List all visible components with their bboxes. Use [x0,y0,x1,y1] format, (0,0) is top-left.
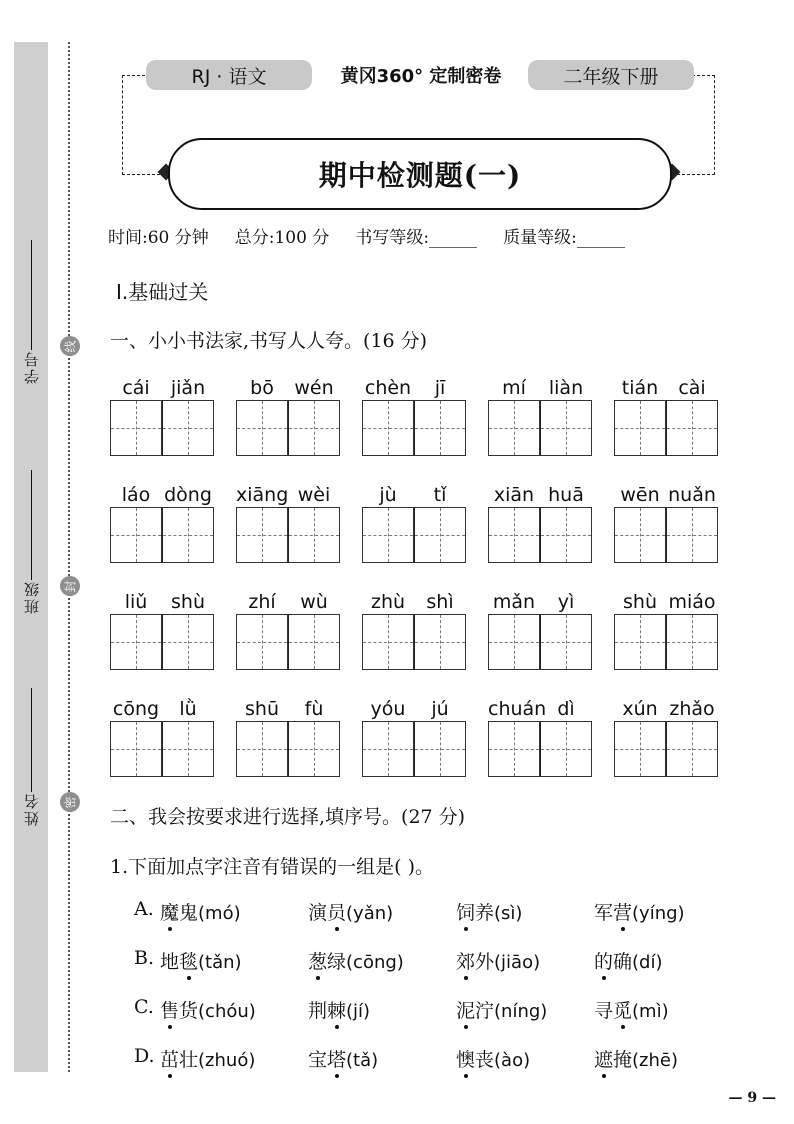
pinyin-annotation: (jiāo) [494,952,541,973]
pinyin-text: yóu [370,698,406,720]
writing-cell[interactable] [614,400,666,456]
word-char: 确 [613,951,633,973]
option-item [594,898,685,925]
word-box [110,590,214,670]
word-char: 演 [308,902,328,924]
writing-cell[interactable] [488,507,540,563]
writing-cell[interactable] [362,400,414,456]
writing-cell[interactable] [362,614,414,670]
grid-row [110,483,720,563]
pinyin-annotation: (cōng) [346,952,404,973]
pinyin-annotation: (jí) [346,1001,371,1022]
dotted-char: 员 [327,898,346,925]
writing-cell[interactable] [288,507,340,563]
word-char: 养 [475,902,495,924]
pinyin-text: wèi [297,484,331,506]
pinyin-annotation: (yǎn) [346,903,394,924]
option-row[interactable] [134,947,734,979]
pinyin-text: dì [557,698,575,720]
word-char: 掩 [613,1049,633,1071]
writing-cell[interactable] [236,400,288,456]
student-id-line[interactable] [31,240,32,350]
option-label: D. [134,1045,155,1067]
option-label: B. [134,947,155,969]
student-id-label: 学号 [22,350,41,384]
word-box [614,376,718,456]
subject-badge: RJ · 语文 [146,60,312,90]
word-box [614,590,718,670]
word-char: 丧 [475,1049,495,1071]
pinyin-text: tǐ [433,484,447,506]
option-item [308,1045,378,1072]
writing-cell[interactable] [666,721,718,777]
seal-feng: 封 [60,576,80,596]
writing-cell[interactable] [110,721,162,777]
writing-cell[interactable] [162,400,214,456]
pinyin-text: mí [502,377,526,399]
quality-grade-blank[interactable] [577,229,625,248]
writing-cell[interactable] [236,721,288,777]
dotted-char: 塔 [327,1045,346,1072]
writing-cell[interactable] [614,614,666,670]
option-row[interactable] [134,996,734,1028]
class-label: 班级 [22,580,41,614]
student-id-field[interactable] [14,240,48,384]
total-score-text: 总分:100 分 [234,228,330,248]
exam-info [108,222,748,248]
name-field[interactable] [14,688,48,826]
pinyin-text: wēn [620,484,660,506]
pinyin-text: cōng [112,698,160,720]
word-box [614,697,718,777]
seal-mi: 密 [60,792,80,812]
writing-cell[interactable] [110,614,162,670]
word-char: 军 [594,902,614,924]
dotted-char: 售 [160,996,179,1023]
pinyin-annotation: (mó) [198,903,241,924]
pinyin-text: cái [122,377,150,399]
writing-cell[interactable] [288,614,340,670]
writing-cell[interactable] [236,507,288,563]
pinyin-text: liàn [548,377,584,399]
word-box [362,376,466,456]
pinyin-annotation: (dí) [632,952,663,973]
pinyin-text: shù [171,591,205,613]
pinyin-text: nuǎn [668,484,716,506]
pinyin-text: wù [300,591,328,613]
writing-cell[interactable] [288,721,340,777]
pinyin-text: jiǎn [170,377,206,399]
pinyin-text: láo [121,484,151,506]
word-char: 地 [160,951,180,973]
writing-cell[interactable] [162,614,214,670]
word-box [236,483,340,563]
writing-grade-label: 书写等级: [355,228,430,248]
dotted-char: 饲 [456,898,475,925]
word-char: 荆 [308,1000,328,1022]
cut-line [68,42,70,1072]
exam-title: 期中检测题(一) [168,138,672,210]
writing-cell[interactable] [288,400,340,456]
pinyin-annotation: (tǎn) [198,952,242,973]
pinyin-text: dòng [164,484,212,506]
pinyin-text: cài [678,377,706,399]
dotted-char: 觅 [613,996,632,1023]
word-char: 壮 [179,1049,199,1071]
class-field[interactable] [14,470,48,614]
pinyin-annotation: (zhuó) [198,1050,256,1071]
word-box [614,483,718,563]
option-item [594,947,663,974]
question-2-1: 1.下面加点字注音有错误的一组是( )。 [110,856,434,878]
option-label: C. [134,996,154,1018]
name-line[interactable] [31,688,32,792]
pinyin-text: mǎn [492,591,536,613]
pinyin-annotation: (zhē) [632,1050,679,1071]
writing-cell[interactable] [540,614,592,670]
pinyin-text: bō [250,377,274,399]
writing-cell[interactable] [110,400,162,456]
option-item [594,996,669,1023]
word-box [362,590,466,670]
writing-cell[interactable] [362,507,414,563]
writing-cell[interactable] [666,400,718,456]
word-box [488,697,592,777]
grid-row [110,376,720,456]
writing-cell[interactable] [488,721,540,777]
pinyin-annotation: (yíng) [632,903,685,924]
pinyin-text: wén [294,377,334,399]
writing-grade [355,223,477,248]
dotted-char: 毯 [179,947,198,974]
word-box [236,590,340,670]
class-line[interactable] [31,470,32,580]
word-box [110,697,214,777]
pinyin-text: tián [621,377,659,399]
writing-cell[interactable] [414,721,466,777]
pinyin-text: jú [431,698,449,720]
writing-cell[interactable] [362,721,414,777]
pinyin-text: xiāng [236,484,289,506]
option-item [308,947,404,974]
option-row[interactable] [134,1045,734,1077]
pinyin-text: chèn [364,377,412,399]
option-item [308,898,393,925]
header-frame-left [122,75,165,175]
writing-cell[interactable] [414,614,466,670]
section-heading: Ⅰ.基础过关 [116,280,209,304]
pinyin-annotation: (mì) [632,1001,669,1022]
dotted-char: 的 [594,947,613,974]
pinyin-text: lǜ [179,698,197,720]
option-item [456,898,522,925]
writing-cell[interactable] [110,507,162,563]
quality-grade-label: 质量等级: [503,228,577,248]
dotted-char: 营 [613,898,632,925]
pinyin-text: xiān [493,484,535,506]
pinyin-annotation: (sì) [494,903,523,924]
pinyin-text: zhí [248,591,276,613]
dotted-char: 遮 [594,1045,613,1072]
dotted-char: 棘 [327,996,346,1023]
pinyin-text: jù [379,484,397,506]
quality-grade [503,223,625,248]
writing-cell[interactable] [540,400,592,456]
pinyin-text: shū [245,698,279,720]
writing-cell[interactable] [162,721,214,777]
option-item [160,898,241,925]
dotted-char: 泥 [456,996,475,1023]
writing-grade-blank[interactable] [429,229,477,248]
pinyin-text: miáo [668,591,716,613]
option-label: A. [134,898,154,920]
option-row[interactable] [134,898,734,930]
word-box [110,376,214,456]
seal-xian: 线 [60,336,80,356]
pinyin-annotation: (chóu) [198,1001,256,1022]
dotted-char: 魔 [160,898,179,925]
option-item [160,947,242,974]
option-item [308,996,370,1023]
word-char: 货 [179,1000,199,1022]
writing-cell[interactable] [614,507,666,563]
word-char: 泞 [475,1000,495,1022]
option-item [160,996,256,1023]
pinyin-text: jī [434,377,446,399]
word-box [236,697,340,777]
question-1-title: 一、小小书法家,书写人人夸。(16 分) [110,330,428,352]
pinyin-text: shù [623,591,657,613]
pinyin-text: huā [548,484,584,506]
word-char: 宝 [308,1049,328,1071]
option-item [160,1045,255,1072]
grade-badge: 二年级下册 [528,60,694,90]
option-item [594,1045,678,1072]
word-char: 鬼 [179,902,199,924]
word-box [110,483,214,563]
writing-cell[interactable] [488,400,540,456]
word-char: 绿 [327,951,347,973]
word-box [236,376,340,456]
brand-title: 黄冈360° 定制密卷 [340,66,502,87]
word-char: 外 [475,951,495,973]
word-box [488,483,592,563]
pinyin-annotation: (níng) [494,1001,548,1022]
word-box [362,483,466,563]
word-box [488,590,592,670]
option-item [456,1045,530,1072]
dotted-char: 葱 [308,947,327,974]
dotted-char: 茁 [160,1045,179,1072]
pinyin-text: xún [622,698,658,720]
pinyin-annotation: (tǎ) [346,1050,379,1071]
time-text: 时间:60 分钟 [108,228,209,248]
grid-row [110,697,720,777]
pinyin-text: zhǎo [669,698,715,720]
pinyin-annotation: (ào) [494,1050,531,1071]
word-box [362,697,466,777]
word-char: 寻 [594,1000,614,1022]
question-2-title: 二、我会按要求进行选择,填序号。(27 分) [110,806,466,828]
writing-cell[interactable] [540,507,592,563]
dotted-char: 郊 [456,947,475,974]
writing-cell[interactable] [488,614,540,670]
writing-cell[interactable] [162,507,214,563]
dotted-char: 懊 [456,1045,475,1072]
writing-cell[interactable] [614,721,666,777]
word-box [488,376,592,456]
pinyin-text: liǔ [124,591,148,613]
writing-cell[interactable] [666,507,718,563]
writing-cell[interactable] [236,614,288,670]
writing-cell[interactable] [666,614,718,670]
page-number: — 9 — [728,1090,776,1106]
name-label: 姓名 [22,792,41,826]
pinyin-text: fù [304,698,324,720]
pinyin-text: shì [426,591,454,613]
pinyin-text: zhù [370,591,406,613]
header-frame-right [672,75,715,175]
option-item [456,996,547,1023]
pinyin-text: chuán [488,698,547,720]
writing-cell[interactable] [414,507,466,563]
writing-cell[interactable] [414,400,466,456]
grid-row [110,590,720,670]
pinyin-text: yì [557,591,575,613]
option-item [456,947,540,974]
writing-cell[interactable] [540,721,592,777]
